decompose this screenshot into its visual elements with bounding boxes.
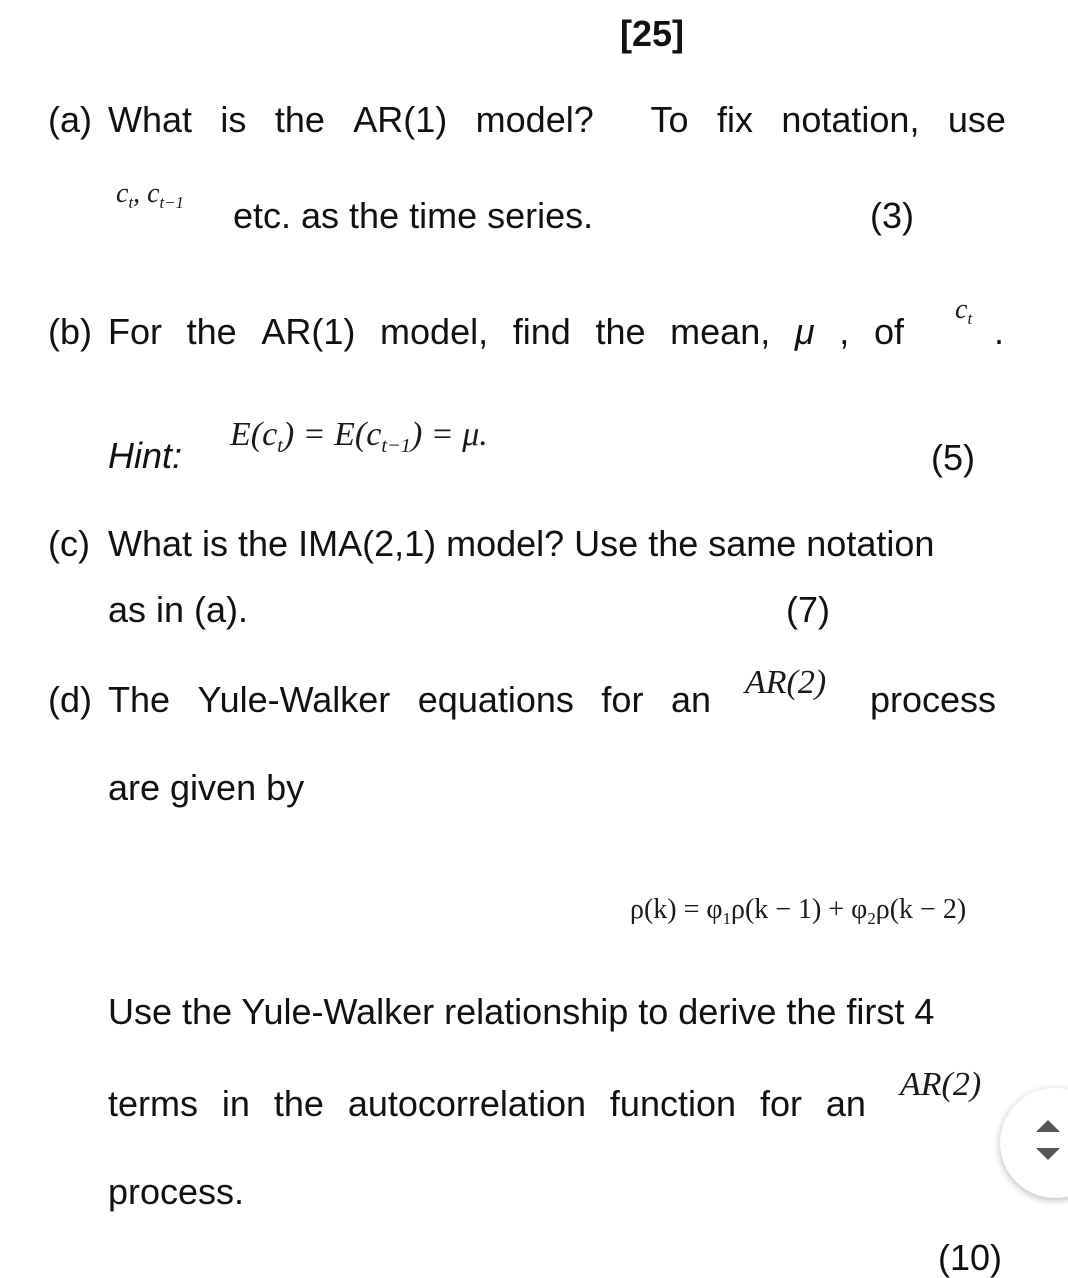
- yule-walker-equation: $\rho(k) = \varphi_1\rho(k - 1) + \varphi_2\rho(k - 2)$: [630, 894, 967, 928]
- ar2-model-2: AR(2): [900, 1066, 982, 1103]
- part-d-line2: are given by: [108, 767, 305, 808]
- part-c-marks: (7): [786, 589, 830, 630]
- scroll-button[interactable]: [1000, 1088, 1068, 1198]
- process-word: process: [870, 679, 997, 720]
- part-d-line5: process.: [108, 1171, 245, 1212]
- part-a-line1: What is the AR(1) model? To fix notation, use: [108, 99, 1006, 140]
- part-d-marks: (10): [938, 1237, 1003, 1278]
- part-d-line3: Use the Yule-Walker relationship to derive the first 4: [108, 991, 935, 1032]
- hint-equation: $E(c_t) = E(c_{t-1}) = \mu$.: [230, 416, 488, 458]
- part-a-marks: (3): [870, 195, 914, 236]
- up-down-arrows-icon: [1028, 1118, 1068, 1168]
- total-marks: [25]: [620, 13, 685, 54]
- series-notation: $c_t$, $c_{t-1}$: [116, 178, 184, 212]
- part-b-label: (b): [48, 311, 92, 352]
- ct-symbol: $c_t$: [955, 294, 973, 328]
- part-b-period: .: [994, 311, 1005, 352]
- part-c-label: (c): [48, 523, 90, 564]
- part-d-line4: terms in the autocorrelation function for an: [108, 1083, 866, 1124]
- part-d-label: (d): [48, 679, 92, 720]
- part-c-line1: What is the IMA(2,1) model? Use the same notation: [108, 523, 935, 564]
- part-b-line1: For the AR(1) model, find the mean, μ , of: [108, 311, 904, 352]
- part-a-label: (a): [48, 99, 92, 140]
- part-a-line2: etc. as the time series.: [233, 195, 594, 236]
- hint-label: Hint:: [108, 435, 183, 476]
- part-c-line2: as in (a).: [108, 589, 249, 630]
- part-b-marks: (5): [931, 437, 975, 478]
- part-d-line1: The Yule-Walker equations for an: [108, 679, 711, 720]
- ar2-model: AR(2): [745, 664, 827, 701]
